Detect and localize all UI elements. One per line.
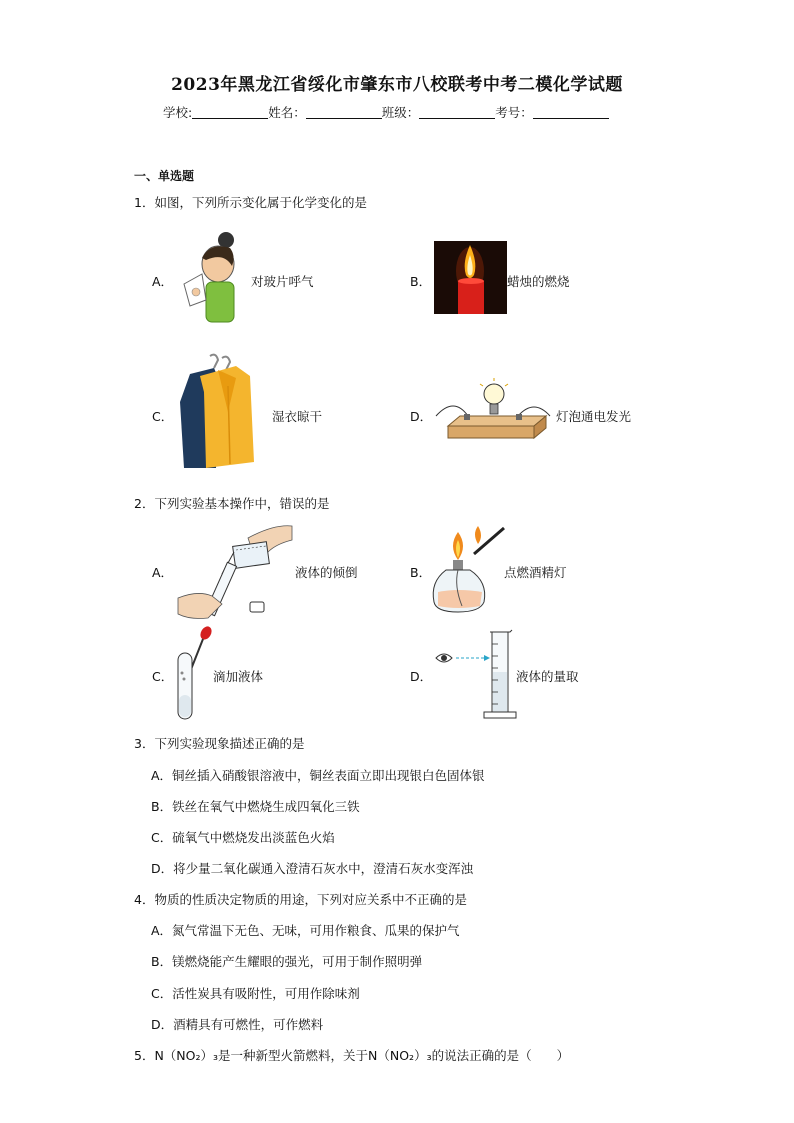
q2-option-a-letter: A． [152,565,174,580]
question-2-stem: 2．下列实验基本操作中，错误的是 [134,496,330,511]
alcohol-lamp-illustration [432,526,508,614]
dropper-into-test-tube-illustration [174,625,214,725]
question-4-stem: 4．物质的性质决定物质的用途，下列对应关系中不正确的是 [134,892,467,907]
q1-option-d-letter: D． [410,409,433,424]
name-blank[interactable] [306,105,382,119]
q2-option-c-letter: C． [152,669,174,684]
q1-option-b-caption: 蜡烛的燃烧 [507,274,570,289]
liquid-pouring-illustration [178,522,296,620]
school-blank[interactable] [192,105,268,119]
q1-option-a-letter: A． [152,274,174,289]
q4-choice-a: A．氮气常温下无色、无味，可用作粮食、瓜果的保护气 [151,923,460,938]
question-3-stem: 3．下列实验现象描述正确的是 [134,736,305,751]
q1-option-c-letter: C． [152,409,174,424]
breathing-girl-illustration [180,230,248,330]
q4-choice-b: B．镁燃烧能产生耀眼的强光，可用于制作照明弹 [151,954,423,969]
section-heading: 一、单选题 [134,169,195,183]
q2-option-d-caption: 液体的量取 [516,669,579,684]
page-title: 2023年黑龙江省绥化市肇东市八校联考中考二模化学试题 [171,75,623,95]
question-5-stem: 5．N（NO₂）₃是一种新型火箭燃料，关于N（NO₂）₃的说法正确的是（ ） [134,1048,570,1063]
q1-option-d-caption: 灯泡通电发光 [556,409,632,424]
wet-clothes-drying-illustration [176,352,272,472]
question-1-stem: 1．如图，下列所示变化属于化学变化的是 [134,195,367,210]
q1-option-c-caption: 湿衣晾干 [272,409,323,424]
q3-choice-d: D．将少量二氧化碳通入澄清石灰水中，澄清石灰水变浑浊 [151,861,474,876]
q4-choice-d: D．酒精具有可燃性，可作燃料 [151,1017,324,1032]
q2-option-c-caption: 滴加液体 [213,669,264,684]
measuring-cylinder-reading-illustration [434,628,520,720]
q4-choice-c: C．活性炭具有吸附性，可用作除味剂 [151,986,360,1001]
number-label: 考号： [495,105,533,120]
number-blank[interactable] [533,105,609,119]
light-bulb-circuit-illustration [434,376,552,448]
school-label: 学校: [163,105,193,120]
q2-option-b-letter: B． [410,565,432,580]
student-info-line [163,103,609,121]
q3-choice-b: B．铁丝在氧气中燃烧生成四氧化三铁 [151,799,360,814]
class-label: 班级： [381,105,420,120]
q3-choice-a: A．铜丝插入硝酸银溶液中，铜丝表面立即出现银白色固体银 [151,768,485,783]
q2-option-b-caption: 点燃酒精灯 [504,565,567,580]
name-label: 姓名： [268,105,306,120]
q1-option-b-letter: B． [410,274,432,289]
q3-choice-c: C．硫氧气中燃烧发出淡蓝色火焰 [151,830,335,845]
burning-candle-image [434,241,507,314]
q1-option-a-caption: 对玻片呼气 [251,274,314,289]
q2-option-a-caption: 液体的倾倒 [295,565,358,580]
class-blank[interactable] [419,105,495,119]
q2-option-d-letter: D． [410,669,433,684]
